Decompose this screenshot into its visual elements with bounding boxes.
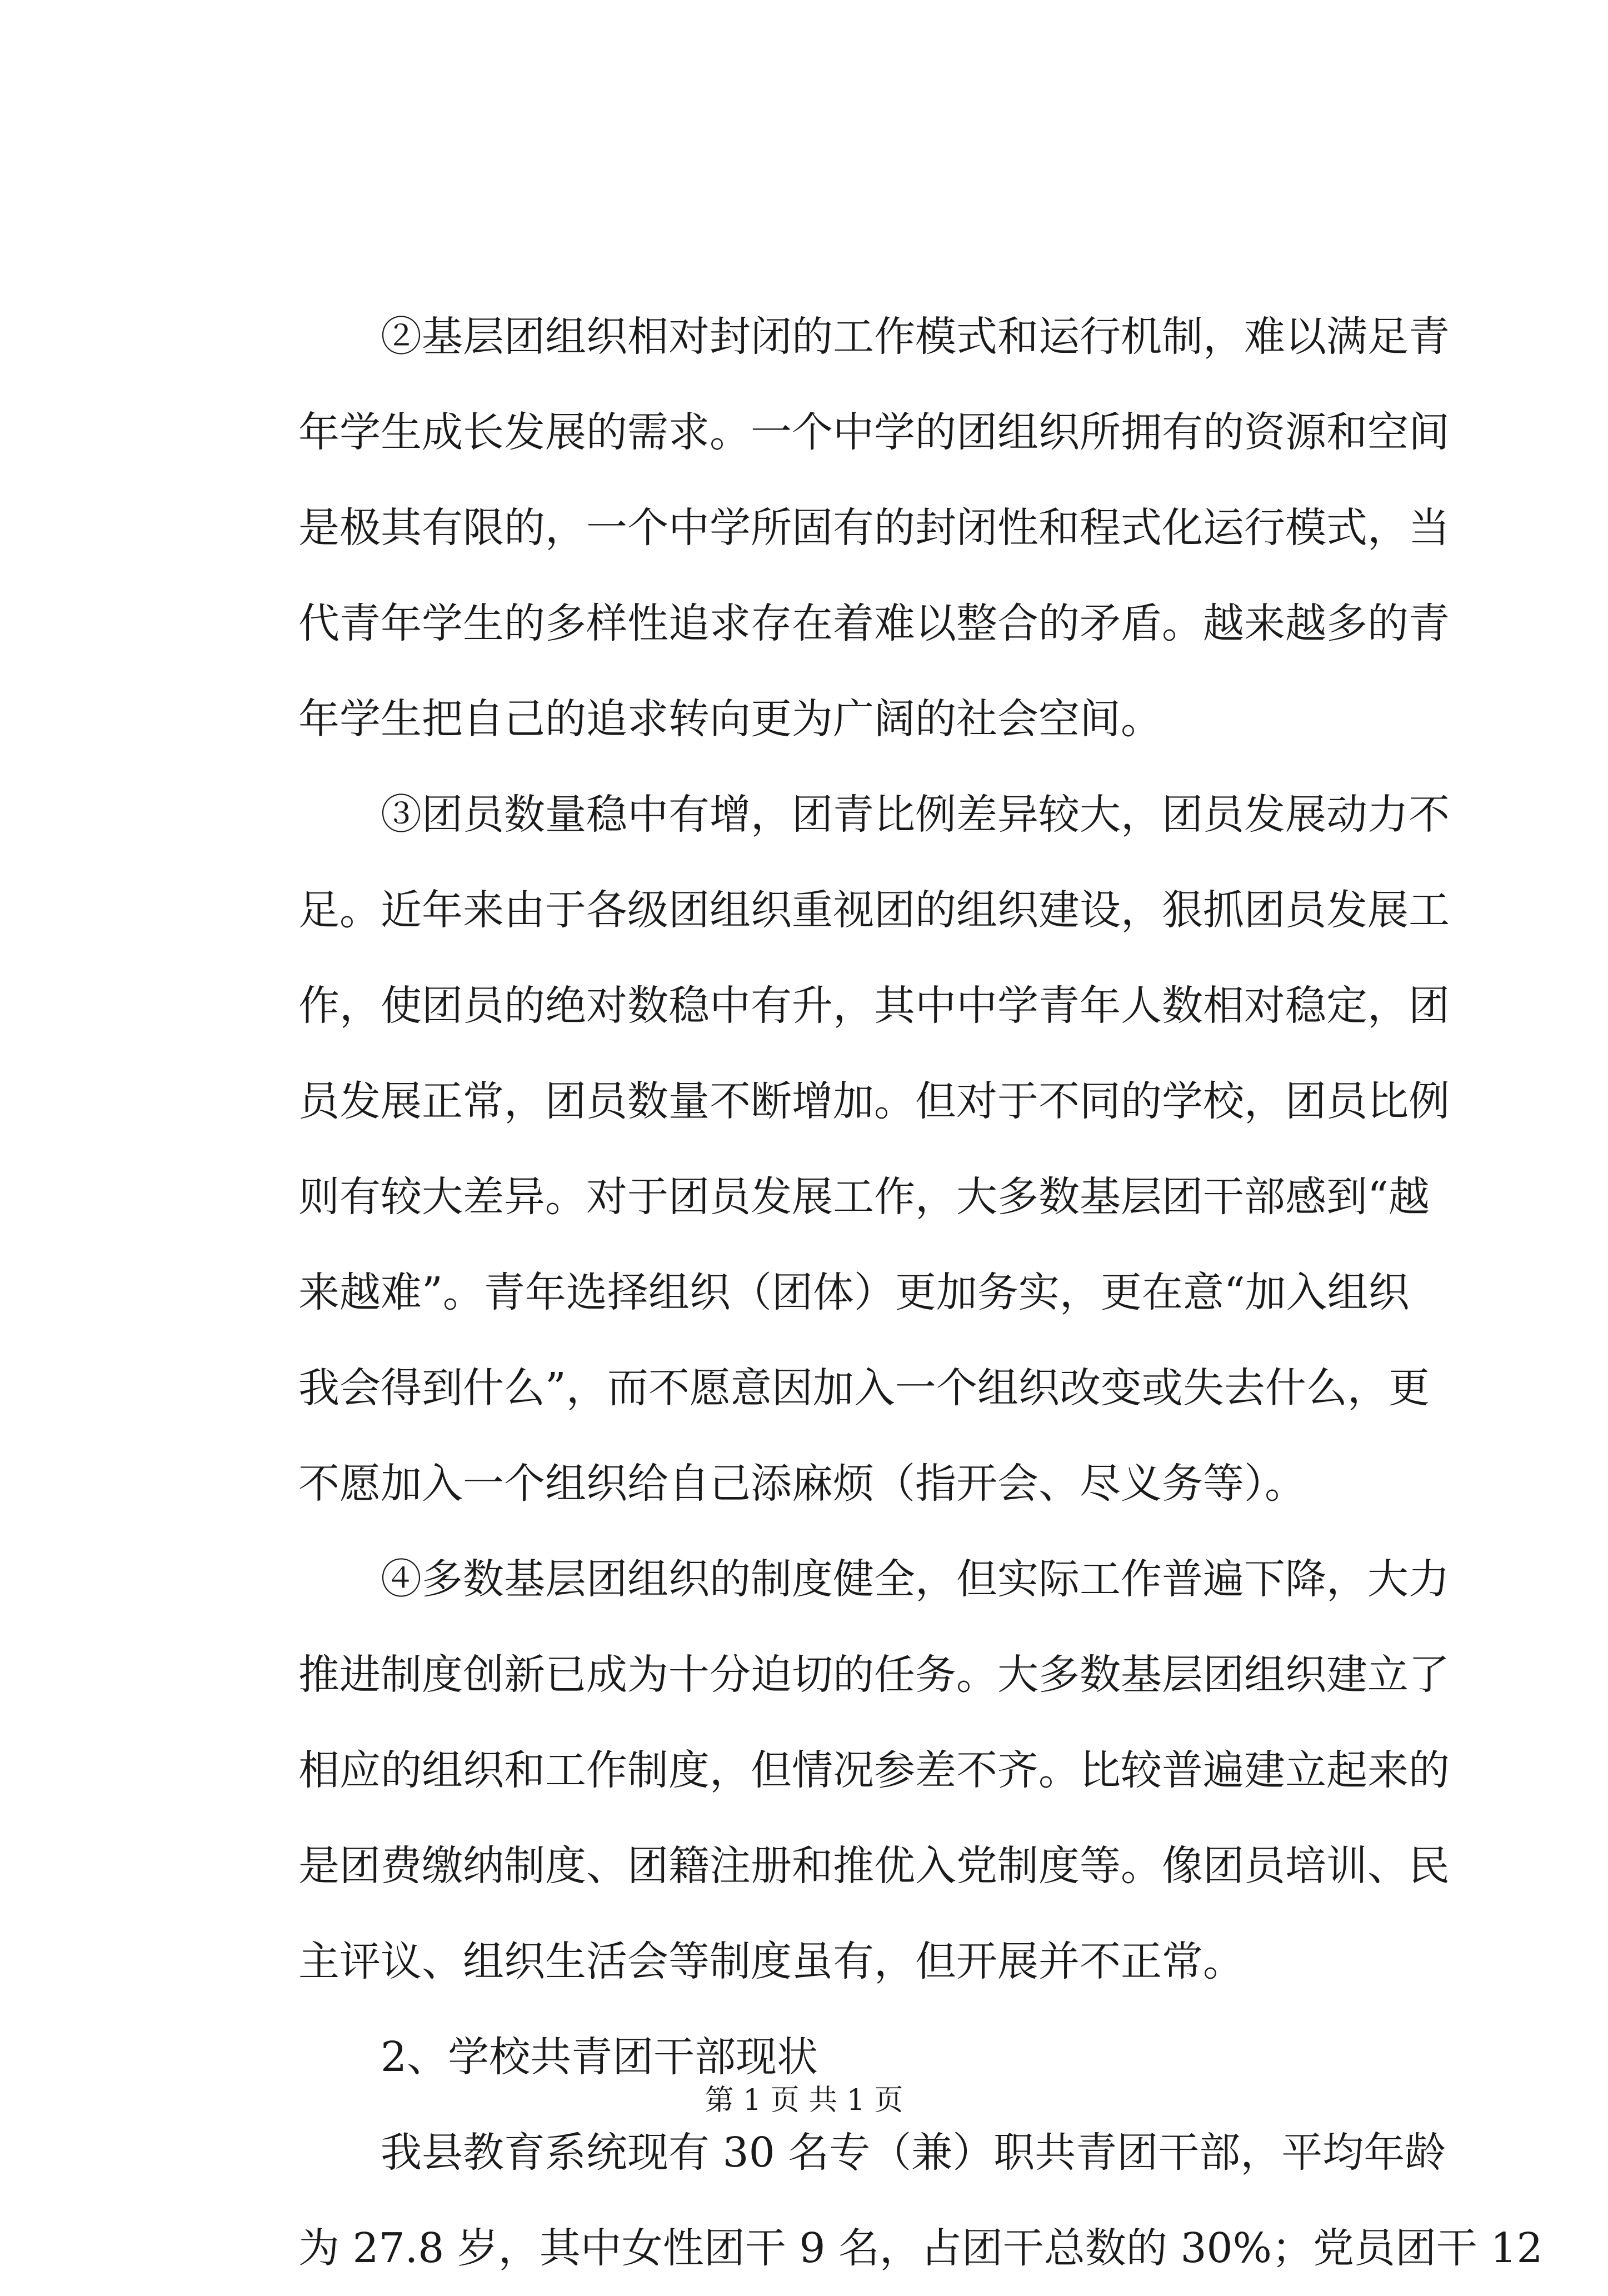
- paragraph-line: 推进制度创新已成为十分迫切的任务。大多数基层团组织建立了: [298, 1651, 1450, 1699]
- paragraph-line: 不愿加入一个组织给自己添麻烦（指开会、尽义务等）。: [298, 1460, 1306, 1508]
- page-footer: 第 1 页 共 1 页: [705, 2084, 903, 2117]
- section-heading: 2、学校共青团干部现状: [381, 2033, 818, 2081]
- paragraph-line: 足。近年来由于各级团组织重视团的组织建设，狠抓团员发展工: [298, 886, 1450, 934]
- paragraph-line: ③团员数量稳中有增，团青比例差异较大，团员发展动力不: [381, 791, 1450, 838]
- paragraph-line: 代青年学生的多样性追求存在着难以整合的矛盾。越来越多的青: [298, 600, 1450, 647]
- paragraph-line: 我县教育系统现有 30 名专（兼）职共青团干部，平均年龄: [381, 2129, 1446, 2177]
- paragraph-line: 年学生把自己的追求转向更为广阔的社会空间。: [298, 695, 1162, 743]
- paragraph-line: 员发展正常，团员数量不断增加。但对于不同的学校，团员比例: [298, 1077, 1450, 1125]
- paragraph-line: 为 27.8 岁，其中女性团干 9 名，占团干总数的 30%；党员团干 12: [298, 2224, 1543, 2272]
- paragraph-line: 是极其有限的，一个中学所固有的封闭性和程式化运行模式，当: [298, 504, 1450, 552]
- paragraph-line: 来越难”。青年选择组织（团体）更加务实，更在意“加入组织: [298, 1269, 1410, 1316]
- paragraph-line: 我会得到什么”，而不愿意因加入一个组织改变或失去什么，更: [298, 1364, 1430, 1412]
- document-body: [298, 289, 1543, 2296]
- paragraph-line: 作，使团员的绝对数稳中有升，其中中学青年人数相对稳定，团: [298, 982, 1450, 1030]
- paragraph-line: 相应的组织和工作制度，但情况参差不齐。比较普遍建立起来的: [298, 1746, 1450, 1794]
- paragraph-line: ②基层团组织相对封闭的工作模式和运行机制，难以满足青: [381, 313, 1450, 361]
- paragraph-line: 年学生成长发展的需求。一个中学的团组织所拥有的资源和空间: [298, 408, 1450, 456]
- paragraph-line: 主评议、组织生活会等制度虽有，但开展并不正常。: [298, 1938, 1244, 1985]
- paragraph-line: ④多数基层团组织的制度健全，但实际工作普遍下降，大力: [381, 1555, 1450, 1603]
- paragraph-line: 则有较大差异。对于团员发展工作，大多数基层团干部感到“越: [298, 1173, 1430, 1221]
- paragraph-line: 是团费缴纳制度、团籍注册和推优入党制度等。像团员培训、民: [298, 1842, 1450, 1890]
